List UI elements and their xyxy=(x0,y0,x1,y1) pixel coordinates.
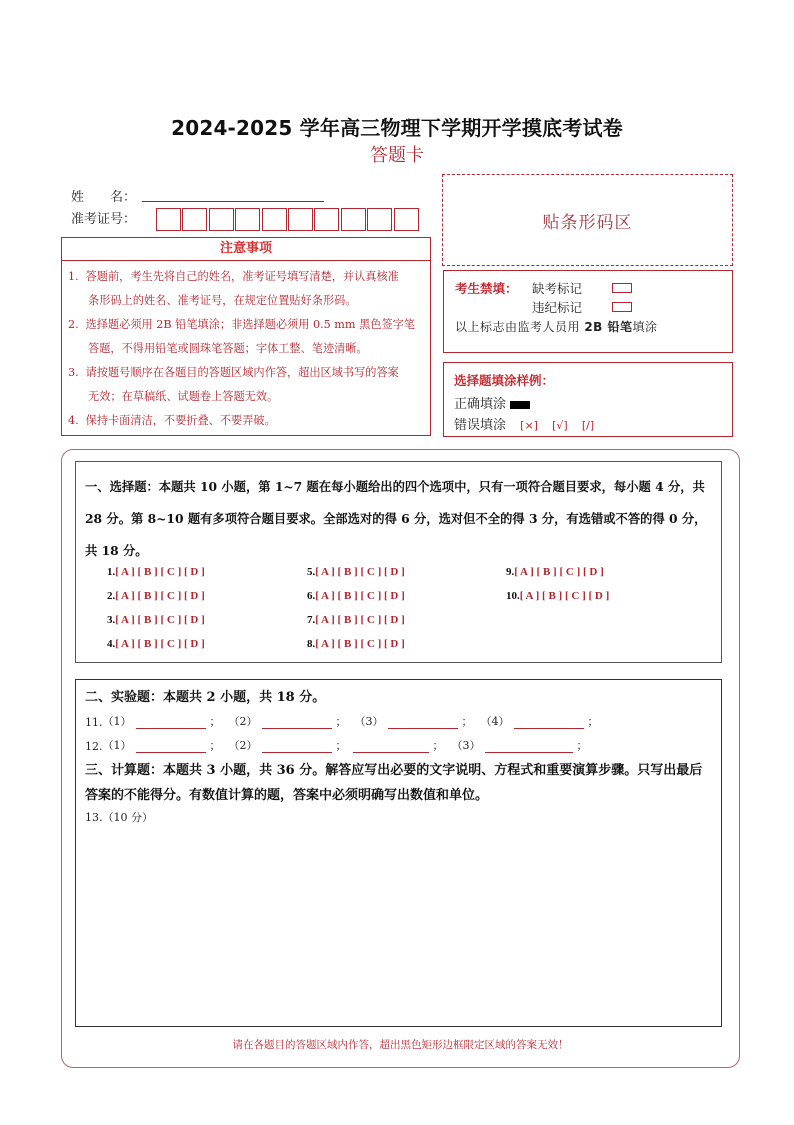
question-number: 7. xyxy=(307,614,316,626)
mc-question-10[interactable] xyxy=(506,590,609,602)
exam-id-digit-box[interactable] xyxy=(235,208,260,231)
mc-question-3[interactable] xyxy=(107,614,205,626)
section1-description: 一、选择题：本题共 10 小题，第 1~7 题在每小题给出的四个选项中，只有一项符合题目要求，每小题 4 分，共 28 分。第 8~10 题有多项符合题目要求。全部选对的得 6 分，选对但不全的得 3 分，有选错或不答的得 0 分，共 18 分。 xyxy=(85,479,707,558)
answer-blank[interactable] xyxy=(136,740,206,753)
absent-mark-box[interactable] xyxy=(612,283,632,293)
answer-blank[interactable] xyxy=(262,716,332,729)
mc-question-1[interactable] xyxy=(107,566,205,578)
question-number: 3. xyxy=(107,614,116,626)
question-number: 12. xyxy=(85,740,103,753)
cross-mark-icon: [×] xyxy=(520,419,538,432)
violation-mark-box[interactable] xyxy=(612,302,632,312)
answer-bubbles[interactable]: [ A ] [ B ] [ C ] [ D ] xyxy=(315,566,405,578)
exam-id-digit-box[interactable] xyxy=(209,208,234,231)
section3-heading: 三、计算题：本题共 3 小题，共 36 分。解答应写出必要的文字说明、方程式和重要演算步骤。只写出最后答案的不能得分。有数值计算的题，答案中必须明确写出数值和单位。 xyxy=(85,763,703,803)
q11-row xyxy=(85,713,599,729)
question-number: 1. xyxy=(107,566,116,578)
correct-fill-row xyxy=(454,393,530,412)
slash-mark-icon: [/] xyxy=(581,419,595,432)
separator: ； xyxy=(335,715,347,728)
violation-mark-label: 违纪标记 xyxy=(532,300,583,315)
answer-blank[interactable] xyxy=(353,740,429,753)
separator: ； xyxy=(432,739,444,752)
proctor-only-box xyxy=(443,270,733,353)
notice-number: 2. xyxy=(68,318,79,331)
answer-bubbles[interactable]: [ A ] [ B ] [ C ] [ D ] xyxy=(315,614,405,626)
exam-id-digit-box[interactable] xyxy=(262,208,287,231)
notice-text: 无效；在草稿纸、试题卷上答题无效。 xyxy=(88,390,279,403)
answer-bubbles[interactable]: [ A ] [ B ] [ C ] [ D ] xyxy=(315,638,405,650)
wrong-fill-row xyxy=(454,414,594,433)
exam-id-label: 准考证号： xyxy=(71,212,137,227)
proctor-label: 考生禁填： xyxy=(455,281,518,296)
part-label: （3） xyxy=(451,739,481,752)
filled-square-icon xyxy=(510,401,530,409)
separator: ； xyxy=(461,715,473,728)
barcode-label: 贴条形码区 xyxy=(542,212,633,233)
notice-text: 答题，不得用铅笔或圆珠笔答题；字体工整、笔迹清晰。 xyxy=(88,342,368,355)
correct-fill-label: 正确填涂 xyxy=(454,397,507,412)
part-label: （1） xyxy=(102,739,132,752)
notice-text: 条形码上的姓名、准考证号，在规定位置贴好条形码。 xyxy=(88,294,357,307)
question-number: 5. xyxy=(307,566,316,578)
multiple-choice-section xyxy=(75,461,722,663)
name-label: 姓 名： xyxy=(71,190,137,205)
notice-number: 4. xyxy=(68,414,79,427)
notice-text: 选择题必须用 2B 铅笔填涂；非选择题必须用 0.5 mm 黑色签字笔 xyxy=(85,318,416,331)
barcode-area xyxy=(442,174,733,266)
fill-sample-box xyxy=(443,362,733,437)
mc-question-5[interactable] xyxy=(307,566,405,578)
question-number: 6. xyxy=(307,590,316,602)
answer-sheet-subtitle: 答题卡 xyxy=(370,145,424,166)
question-number: 2. xyxy=(107,590,116,602)
mc-question-2[interactable] xyxy=(107,590,205,602)
footer-warning: 请在各题目的答题区域内作答，超出黑色矩形边框限定区域的答案无效！ xyxy=(232,1039,569,1051)
exam-id-digit-box[interactable] xyxy=(341,208,366,231)
exam-id-digit-box[interactable] xyxy=(314,208,339,231)
answer-bubbles[interactable]: [ A ] [ B ] [ C ] [ D ] xyxy=(115,590,205,602)
mc-question-7[interactable] xyxy=(307,614,405,626)
part-label: （2） xyxy=(228,715,258,728)
answer-bubbles[interactable]: [ A ] [ B ] [ C ] [ D ] xyxy=(115,638,205,650)
answer-bubbles[interactable]: [ A ] [ B ] [ C ] [ D ] xyxy=(115,614,205,626)
separator: ； xyxy=(335,739,347,752)
notice-item xyxy=(68,409,424,433)
notice-text: 保持卡面清洁，不要折叠、不要弄破。 xyxy=(85,414,276,427)
exam-id-boxes xyxy=(156,208,420,232)
exam-id-digit-box[interactable] xyxy=(367,208,392,231)
exam-id-digit-box[interactable] xyxy=(394,208,419,231)
check-mark-icon: [√] xyxy=(552,419,568,432)
mc-question-6[interactable] xyxy=(307,590,405,602)
question-number: 4. xyxy=(107,638,116,650)
notice-item xyxy=(68,265,424,313)
fill-sample-label: 选择题填涂样例： xyxy=(454,373,555,388)
question-number: 9. xyxy=(506,566,515,578)
part-label: （2） xyxy=(228,739,258,752)
proctor-note-bold: 2B 铅笔 xyxy=(584,320,633,334)
notice-item xyxy=(68,313,424,361)
mc-question-9[interactable] xyxy=(506,566,604,578)
answer-blank[interactable] xyxy=(514,716,584,729)
proctor-note-text: 填涂 xyxy=(632,320,658,334)
part-label: （4） xyxy=(480,715,510,728)
question-number: 8. xyxy=(307,638,316,650)
answer-blank[interactable] xyxy=(388,716,458,729)
q12-row xyxy=(85,737,588,753)
proctor-note xyxy=(455,318,658,335)
separator: ； xyxy=(576,739,588,752)
notice-text: 答题前，考生先将自己的姓名，准考证号填写清楚，并认真核准 xyxy=(85,270,399,283)
part-label: （3） xyxy=(354,715,384,728)
notice-list xyxy=(61,261,431,436)
separator: ； xyxy=(209,715,221,728)
question-number: 10. xyxy=(506,590,520,602)
proctor-note-text: 以上标志由监考人员用 xyxy=(455,320,585,334)
notice-title: 注意事项 xyxy=(61,237,431,261)
section2-heading: 二、实验题：本题共 2 小题，共 18 分。 xyxy=(85,690,326,705)
part-label: （1） xyxy=(102,715,132,728)
absent-mark-label: 缺考标记 xyxy=(532,281,583,296)
answer-blank[interactable] xyxy=(262,740,332,753)
answer-bubbles[interactable]: [ A ] [ B ] [ C ] [ D ] xyxy=(519,590,610,602)
experiment-and-calc-section xyxy=(75,679,722,1027)
answer-blank[interactable] xyxy=(136,716,206,729)
answer-bubbles[interactable]: [ A ] [ B ] [ C ] [ D ] xyxy=(315,590,405,602)
notice-text: 请按题号顺序在各题目的答题区域内作答，超出区域书写的答案 xyxy=(85,366,399,379)
exam-title: 2024-2025 学年高三物理下学期开学摸底考试卷 xyxy=(171,116,623,140)
name-field[interactable] xyxy=(142,201,324,202)
notice-number: 1. xyxy=(68,270,79,283)
q13-label: 13.（10 分） xyxy=(85,811,153,824)
mc-question-8[interactable] xyxy=(307,638,405,650)
exam-id-digit-box[interactable] xyxy=(156,208,181,231)
mc-question-4[interactable] xyxy=(107,638,205,650)
separator: ； xyxy=(587,715,599,728)
answer-bubbles[interactable]: [ A ] [ B ] [ C ] [ D ] xyxy=(514,566,604,578)
exam-id-digit-box[interactable] xyxy=(182,208,207,231)
answer-blank[interactable] xyxy=(485,740,573,753)
separator: ； xyxy=(209,739,221,752)
exam-id-digit-box[interactable] xyxy=(288,208,313,231)
notice-item xyxy=(68,361,424,409)
wrong-fill-label: 错误填涂 xyxy=(454,418,507,433)
answer-bubbles[interactable]: [ A ] [ B ] [ C ] [ D ] xyxy=(115,566,205,578)
notice-number: 3. xyxy=(68,366,79,379)
question-number: 11. xyxy=(85,716,103,729)
